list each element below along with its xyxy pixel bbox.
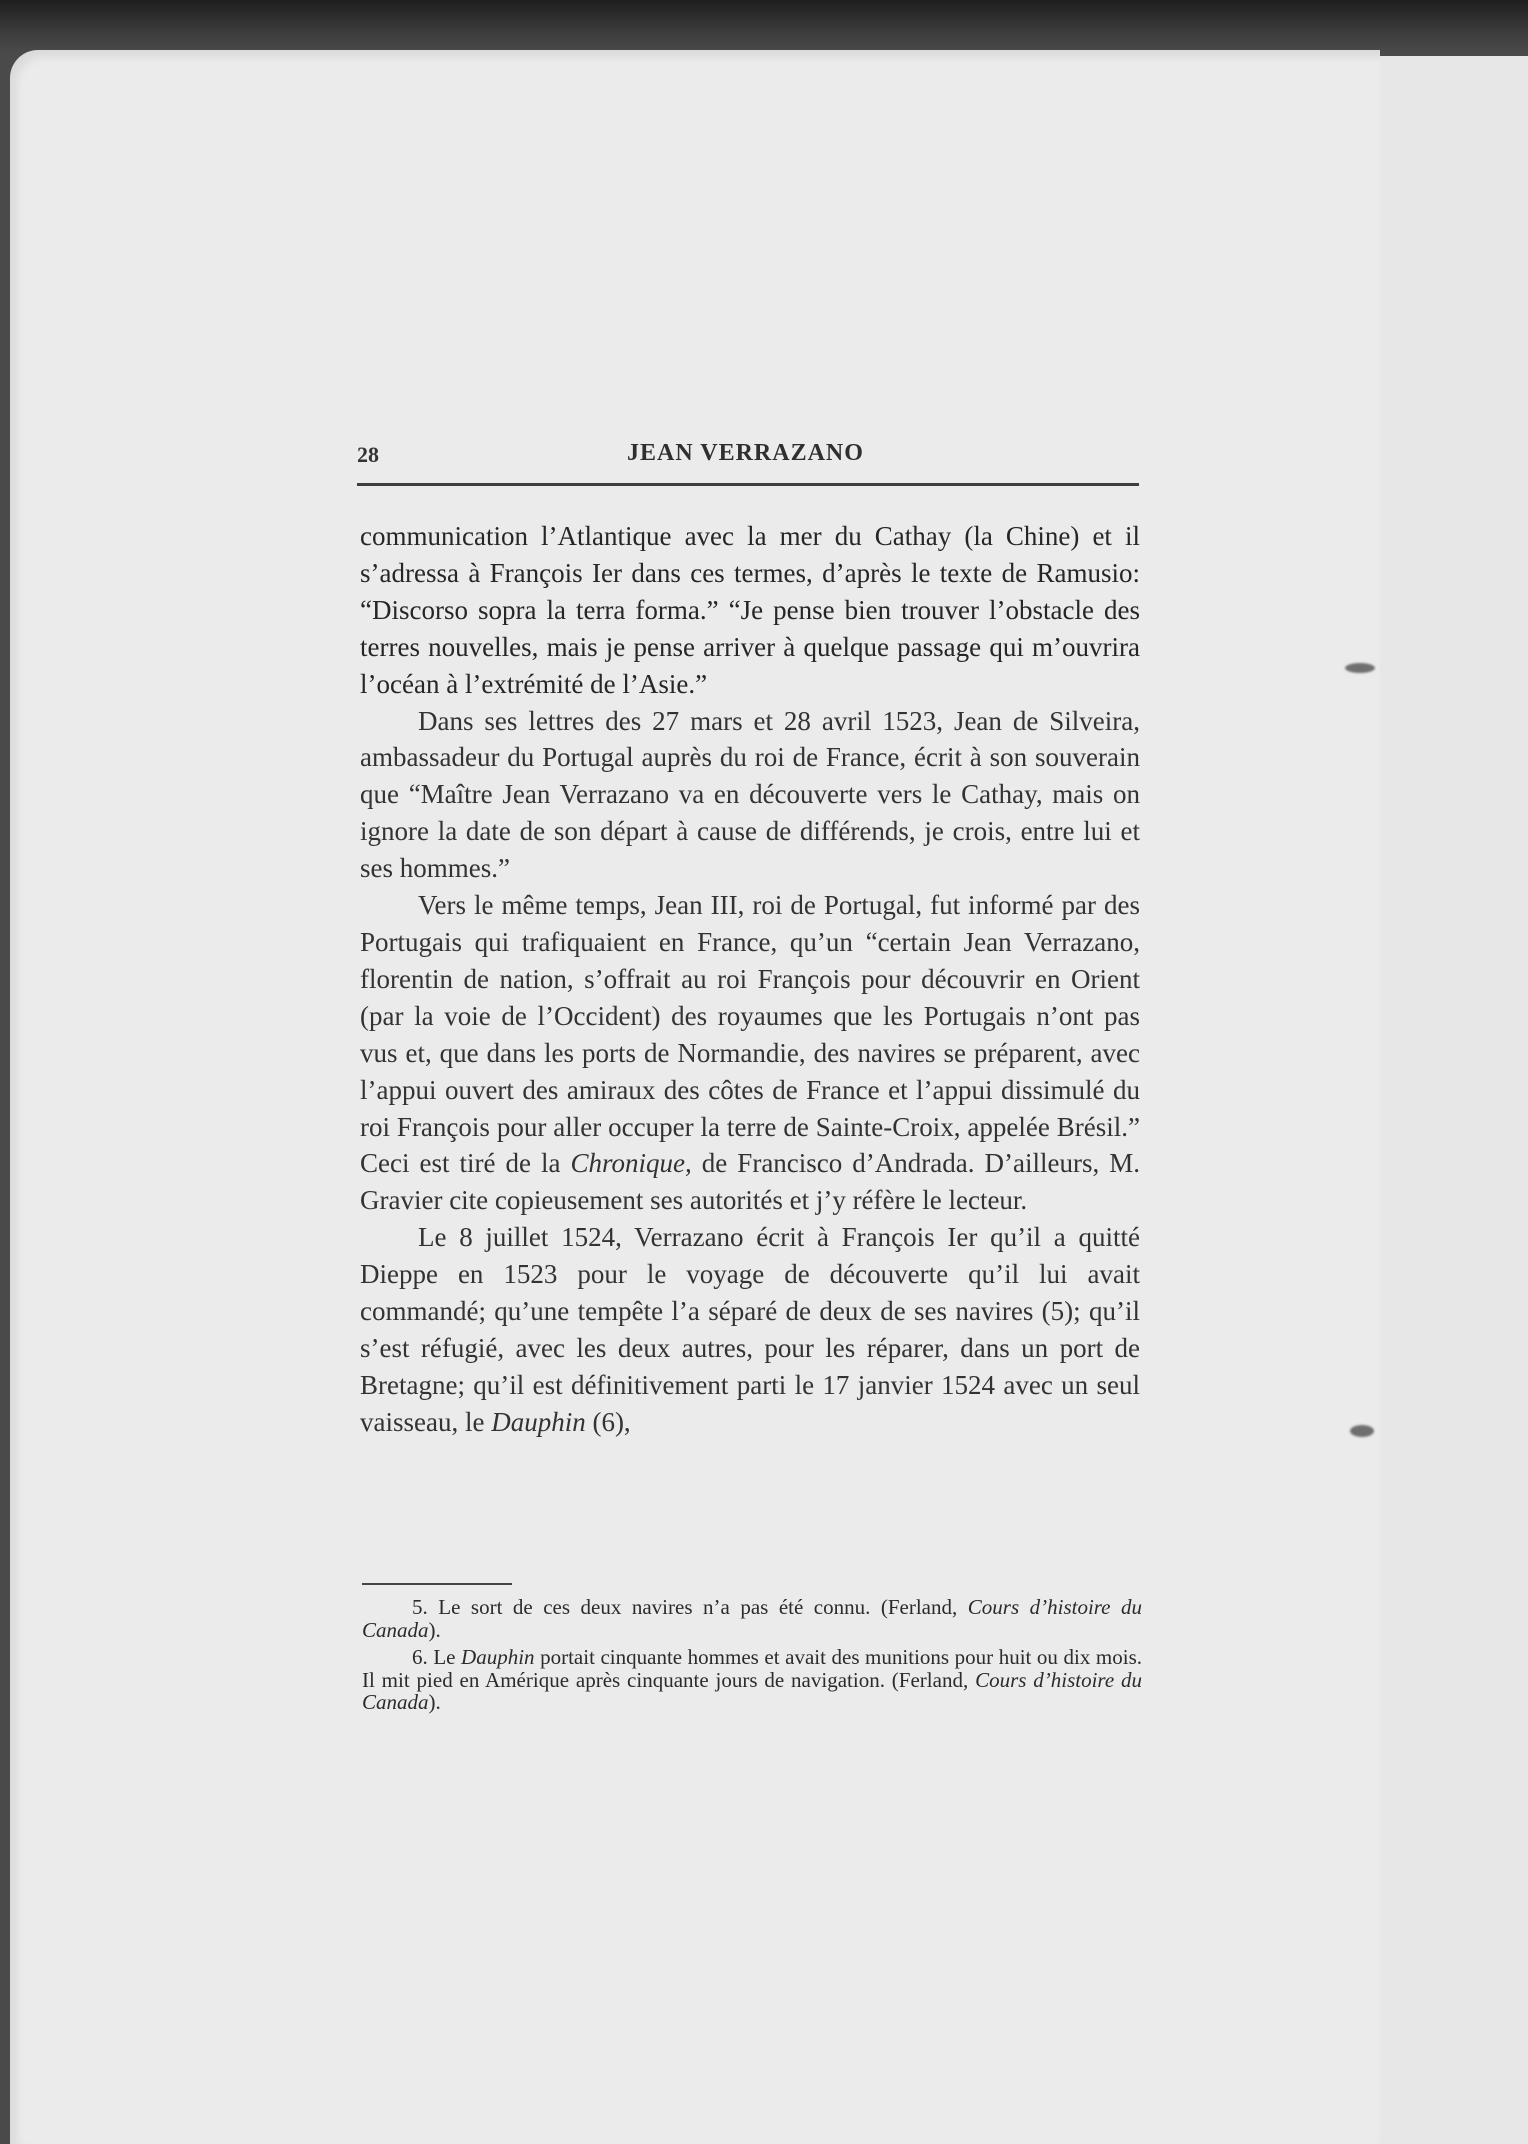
footnote-5-text-b: ). [428,1617,441,1642]
footnote-5 [362,1596,1142,1641]
paragraph-2 [360,703,1140,888]
paragraph-4-text-b: (6), [585,1406,631,1437]
paragraph-3 [360,887,1140,1219]
paragraph-1-text: communication l’Atlantique avec la mer du Cathay (la Chine) et il s’adressa à François Ier dans ces termes, d’après le texte de Ramusio: “Discorso sopra la terra forma.” “Je pense bien trouver l’obstacle des terres nouvelles, mais je pense arriver à quelque passage qui m’ouvrira l’océan à l’extrémité de l’Asie.” [360,521,1140,699]
footnote-6-italic-ship: Dauphin [461,1645,535,1669]
paragraph-4-text-a: Le 8 juillet 1524, Verrazano écrit à François Ier qu’il a quitté Dieppe en 1523 pour le voyage de découverte qu’il lui avait commandé; qu’une tempête l’a séparé de deux de ses navires (5); qu’il s’est réfugié, avec les deux autres, pour les réparer, dans un port de Bretagne; qu’il est définitivement parti le 17 janvier 1524 avec un seul vaisseau, le [360,1222,1140,1437]
footnote-6-text-b: portait cinquante hommes et avait des munitions pour huit ou dix mois. Il mit pied en Amérique après cinquante jours de navigation. (Ferland, [362,1645,1142,1692]
footnote-6-text-c: ). [428,1690,441,1714]
running-head: JEAN VERRAZANO [627,440,864,466]
page-header [357,440,1137,474]
footnote-6 [362,1646,1142,1714]
footnote-5-text-a: 5. Le sort de ces deux navires n’a pas été connu. (Ferland, [412,1595,968,1619]
paragraph-4 [360,1219,1140,1440]
paragraph-3-text-a: Vers le même temps, Jean III, roi de Portugal, fut informé par des Portugais qui trafiquaient en France, qu’un “certain Jean Verrazano, florentin de nation, s’offrait au roi François pour découvrir en Orient (par la voie de l’Occident) des royaumes que les Portugais n’ont pas vus et, que dans les ports de Normandie, des navires se préparent, avec l’appui ouvert des amiraux des côtes de France et l’appui dissimulé du roi François pour aller occuper la terre de Sainte-Croix, appelée Brésil.” Ceci est tiré de la [360,890,1140,1179]
facing-page-edge [1362,56,1528,2144]
footnote-5-italic: Cours d’histoire du Canada [362,1595,1143,1642]
footnote-rule [362,1583,512,1585]
paragraph-3-italic-title: Chronique, [570,1148,692,1179]
footnotes [362,1596,1142,1714]
header-rule [357,483,1139,486]
paragraph-3-text-b: de Francisco d’Andrada. D’ailleurs, M. Gravier cite copieusement ses autorités et j’y réfère le lecteur. [360,1148,1141,1216]
paragraph-1 [360,518,1140,703]
paragraph-4-italic-ship: Dauphin [491,1406,586,1437]
body-text [360,518,1140,1441]
footnote-6-text-a: 6. Le [412,1645,462,1669]
page-number: 28 [357,442,379,467]
ink-smudge [1345,663,1375,673]
paragraph-2-text: Dans ses lettres des 27 mars et 28 avril 1523, Jean de Silveira, ambassadeur du Portugal auprès du roi de France, écrit à son souverain que “Maître Jean Verrazano va en découverte vers le Cathay, mais on ignore la date de son départ à cause de différends, je crois, entre lui et ses hommes.” [360,705,1140,884]
ink-smudge [1350,1425,1374,1437]
footnote-6-italic-title: Cours d’histoire du Canada [362,1667,1143,1714]
